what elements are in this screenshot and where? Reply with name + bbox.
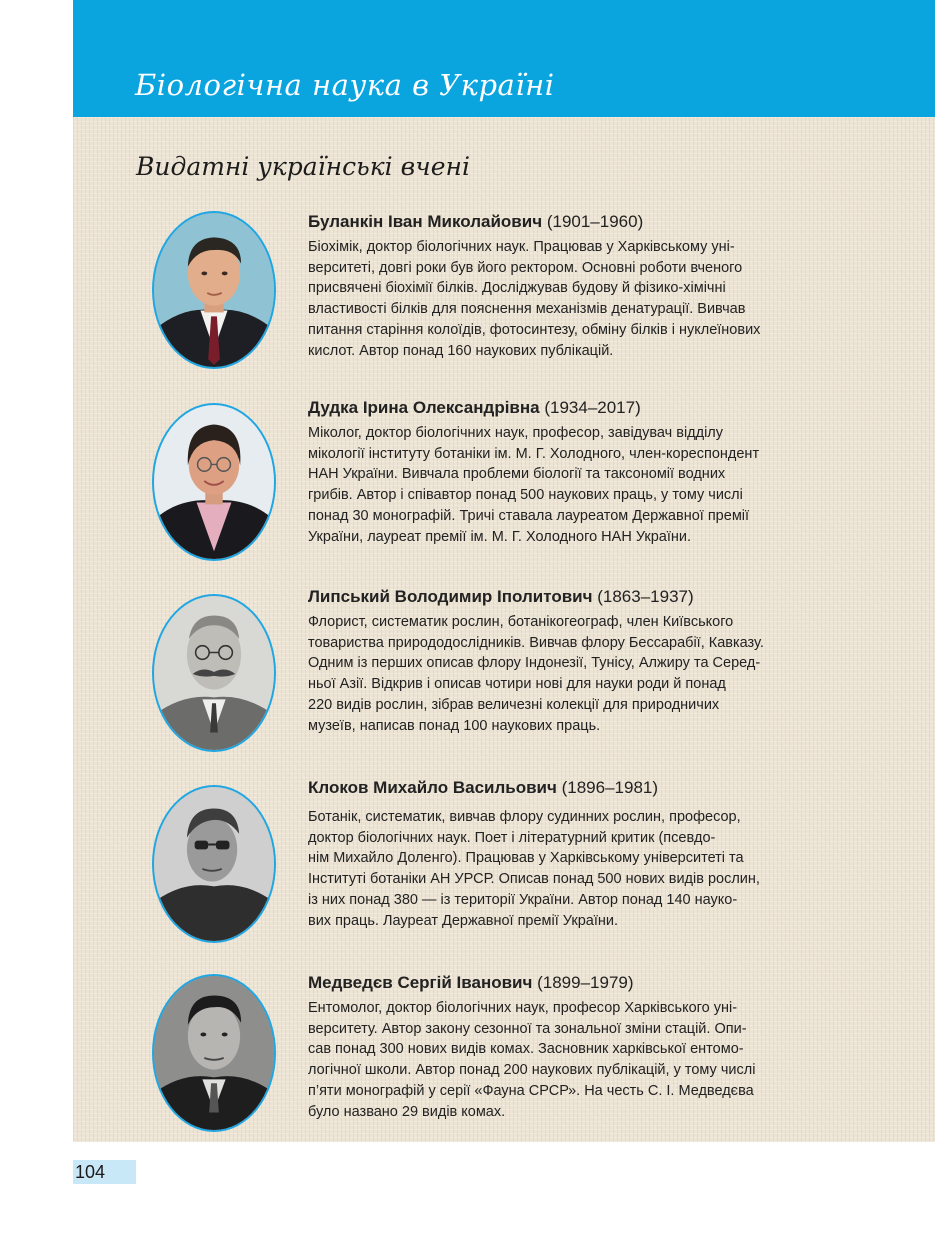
- bio-line: ньої Азії. Відкрив і описав чотири нові для науки роди й понад: [308, 676, 726, 693]
- bio-line: мікології інституту ботаніки ім. М. Г. Холодного, член-кореспондент: [308, 445, 760, 462]
- bio-line: логічної школи. Автор понад 200 наукових публікацій, у тому числі: [308, 1062, 756, 1079]
- entry-heading: [308, 777, 853, 799]
- portrait-dudka: [152, 403, 276, 561]
- bio-line: 220 видів рослин, зібрав величезні колекції для природничих: [308, 696, 720, 713]
- bio-line: верситету. Автор закону сезонної та зональної зміни стацій. Опи-: [308, 1020, 747, 1037]
- biography-text: [308, 237, 853, 361]
- scientist-name: Дудка Ірина Олександрівна: [308, 398, 540, 417]
- bio-line: Біохімік, доктор біологічних наук. Працював у Харківському уні-: [308, 239, 735, 255]
- biography-text: [308, 423, 853, 547]
- bio-line: із них понад 380 — із території України. Автор понад 140 науко-: [308, 891, 738, 908]
- chapter-title: Біологічна наука в Україні: [135, 68, 555, 102]
- entry-dudka: [308, 397, 853, 547]
- bio-line: Інституті ботаніки АН УРСР. Описав понад 500 нових видів рослин,: [308, 871, 760, 888]
- scientist-years: (1896–1981): [561, 778, 659, 797]
- bio-line: Флорист, систематик рослин, ботанікогеограф, член Київського: [308, 614, 734, 630]
- scientist-name: Клоков Михайло Васильович: [308, 778, 557, 797]
- scientist-years: (1901–1960): [546, 212, 644, 231]
- biography-text: [308, 998, 853, 1122]
- bio-line: властивості білків для пояснення механізмів денатурації. Вивчав: [308, 301, 746, 318]
- section-title: Видатні українські вчені: [136, 152, 470, 181]
- portrait-medvedev: [152, 974, 276, 1132]
- bio-line: товариства природодослідників. Вивчав флору Бессарабії, Кавказу.: [308, 634, 764, 651]
- entry-heading: [308, 397, 853, 419]
- bio-line: п’яти монографій у серії «Фауна СРСР». На честь С. І. Медведєва: [308, 1082, 754, 1099]
- entry-heading: [308, 972, 853, 994]
- header-band: [73, 0, 935, 117]
- content-area: [73, 117, 935, 1142]
- bio-line: України, лауреат премії ім. М. Г. Холодного НАН України.: [308, 528, 692, 545]
- bio-line: грибів. Автор і співавтор понад 500 наукових праць, у тому числі: [308, 487, 743, 504]
- entry-medvedev: [308, 972, 853, 1122]
- scientist-name: Буланкін Іван Миколайович: [308, 212, 543, 231]
- page-number: 104: [73, 1160, 136, 1184]
- bio-line: понад 30 монографій. Тричі ставала лауреатом Державної премії: [308, 507, 750, 524]
- bio-line: кислот. Автор понад 160 наукових публікацій.: [308, 342, 614, 359]
- scientist-years: (1863–1937): [597, 587, 694, 606]
- bio-line: верситеті, довгі роки був його ректором. Основні роботи вченого: [308, 259, 743, 276]
- scientist-name: Медведєв Сергій Іванович: [308, 973, 533, 992]
- bio-line: Одним із перших описав флору Індонезії, Тунісу, Алжиру та Серед-: [308, 655, 761, 672]
- entry-heading: [308, 586, 853, 608]
- entry-lypsky: [308, 586, 853, 736]
- bio-line: присвячені біохімії білків. Досліджував будову й фізико-хімічні: [308, 280, 726, 297]
- bio-line: питання старіння колоїдів, фотосинтезу, обміну білків і нуклеїнових: [308, 321, 761, 338]
- biography-text: [308, 612, 853, 736]
- bio-line: Ботанік, систематик, вивчав флору судинних рослин, професор,: [308, 809, 741, 825]
- entry-klokov: [308, 777, 853, 931]
- scientist-years: (1899–1979): [537, 973, 634, 992]
- bio-line: вих праць. Лауреат Державної премії України.: [308, 912, 618, 929]
- bio-line: НАН України. Вивчала проблеми біології та таксономії водних: [308, 466, 726, 483]
- scientist-name: Липський Володимир Іполитович: [308, 587, 593, 606]
- bio-line: музеїв, написав понад 100 наукових праць.: [308, 717, 601, 734]
- bio-line: нім Михайло Доленго). Працював у Харківському університеті та: [308, 850, 744, 867]
- entry-bulankin: [308, 211, 853, 361]
- bio-line: сав понад 300 нових видів комах. Засновник харківської ентомо-: [308, 1041, 744, 1058]
- portrait-bulankin: [152, 211, 276, 369]
- bio-line: було названо 29 видів комах.: [308, 1103, 506, 1120]
- portrait-lypsky: [152, 594, 276, 752]
- bio-line: Міколог, доктор біологічних наук, професор, завідувач відділу: [308, 425, 724, 441]
- portrait-klokov: [152, 785, 276, 943]
- biography-text: [308, 807, 853, 931]
- scientist-years: (1934–2017): [544, 398, 641, 417]
- entry-heading: [308, 211, 853, 233]
- bio-line: доктор біологічних наук. Поет і літературний критик (псевдо-: [308, 829, 716, 846]
- bio-line: Ентомолог, доктор біологічних наук, професор Харківського уні-: [308, 1000, 738, 1016]
